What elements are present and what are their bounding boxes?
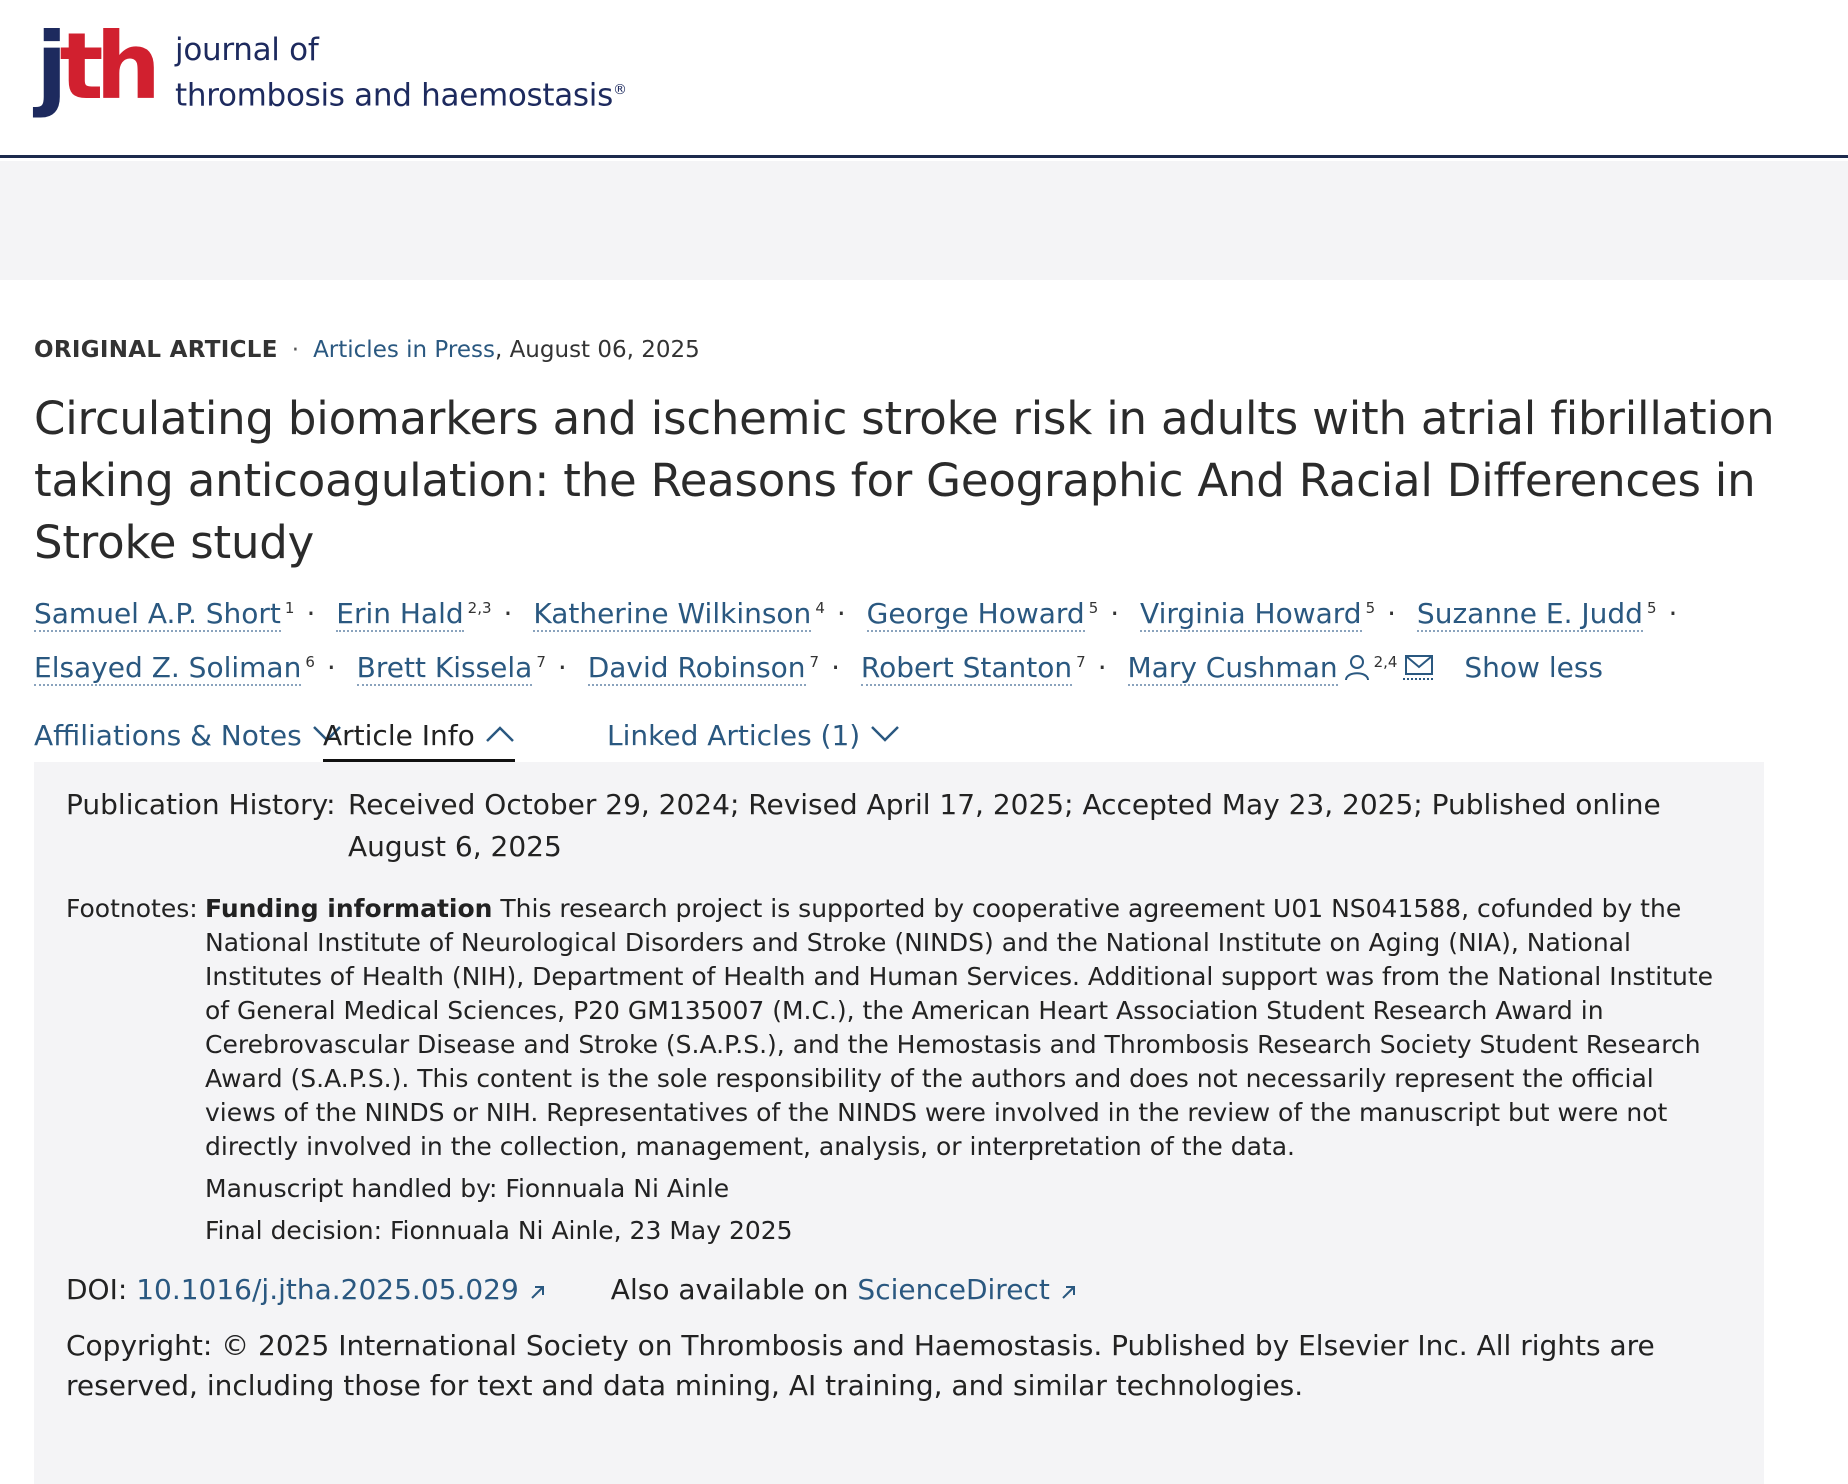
external-link-icon bbox=[529, 1270, 547, 1314]
logo-text bbox=[175, 30, 627, 115]
author-affiliation: 1 bbox=[284, 599, 295, 617]
tab-label: Affiliations & Notes bbox=[34, 719, 302, 752]
sciencedirect-link[interactable]: ScienceDirect bbox=[857, 1273, 1050, 1306]
author-item bbox=[1417, 597, 1690, 630]
publication-history-value: Received October 29, 2024; Revised April 17, 2025; Accepted May 23, 2025; Published online August 6, 2025 bbox=[348, 788, 1661, 863]
article-title: Circulating biomarkers and ischemic stroke risk in adults with atrial fibrillation taking anticoagulation: the Reasons for Geographic And Racial Differences in Stroke study bbox=[34, 392, 1775, 569]
doi-label: DOI: bbox=[66, 1273, 137, 1306]
tab-article-info[interactable] bbox=[323, 710, 515, 766]
author-separator: · bbox=[557, 651, 567, 684]
article-tabs bbox=[34, 710, 1764, 766]
footnotes-value bbox=[205, 892, 1725, 1248]
email-icon[interactable] bbox=[1403, 648, 1435, 696]
final-decision: Final decision: Fionnuala Ni Ainle, 23 May 2025 bbox=[205, 1216, 793, 1245]
doi-link[interactable]: 10.1016/j.jtha.2025.05.029 bbox=[136, 1273, 519, 1306]
author-affiliation: 4 bbox=[815, 599, 825, 617]
author-item bbox=[533, 597, 857, 630]
author-item bbox=[588, 651, 852, 684]
publication-history-label: Publication History: bbox=[66, 788, 336, 821]
author-name[interactable]: George Howard bbox=[866, 597, 1085, 630]
doi-line bbox=[66, 1268, 1732, 1314]
registered-mark: ® bbox=[612, 82, 627, 98]
author-affiliation: 6 bbox=[305, 653, 315, 671]
copyright-notice: Copyright: © 2025 International Society on Thrombosis and Haemostasis. Published by Elsevier Inc. All rights are reserved, including those for text and data mining, AI training, and similar technologies. bbox=[66, 1329, 1655, 1402]
author-item bbox=[357, 651, 579, 684]
author-name[interactable]: Suzanne E. Judd bbox=[1416, 597, 1643, 630]
author-separator: · bbox=[1110, 597, 1120, 630]
author-affiliation: 2,3 bbox=[467, 599, 492, 617]
tab-label: Article Info bbox=[323, 719, 475, 752]
author-item bbox=[867, 597, 1131, 630]
tab-affiliations-notes[interactable] bbox=[34, 710, 342, 766]
author-name[interactable]: Erin Hald bbox=[336, 597, 464, 630]
logo-mark-th: th bbox=[59, 13, 154, 120]
journal-logo[interactable] bbox=[36, 13, 627, 120]
author-separator: · bbox=[836, 597, 846, 630]
site-header bbox=[0, 0, 1848, 158]
footnotes bbox=[66, 892, 1732, 1248]
author-item bbox=[34, 651, 348, 684]
author-affiliation: 7 bbox=[1076, 653, 1086, 671]
funding-heading: Funding information bbox=[205, 894, 493, 923]
author-separator: · bbox=[306, 597, 316, 630]
author-item bbox=[861, 651, 1119, 684]
article-date: , August 06, 2025 bbox=[494, 337, 700, 363]
footnotes-label: Footnotes: bbox=[66, 894, 198, 923]
corresponding-author-person-icon bbox=[1344, 648, 1370, 696]
logo-mark-j: j bbox=[36, 13, 60, 120]
also-available-label: Also available on bbox=[610, 1273, 858, 1306]
author-name[interactable]: Samuel A.P. Short bbox=[34, 597, 281, 630]
author-name[interactable]: Virginia Howard bbox=[1140, 597, 1362, 630]
author-affiliation: 5 bbox=[1646, 599, 1657, 617]
show-less-button[interactable]: Show less bbox=[1464, 651, 1604, 684]
funding-information bbox=[205, 892, 1725, 1164]
author-item bbox=[1140, 597, 1408, 630]
author-item bbox=[34, 597, 327, 630]
author-name[interactable]: Katherine Wilkinson bbox=[533, 597, 812, 630]
author-affiliation: 5 bbox=[1088, 599, 1099, 617]
funding-text: This research project is supported by cooperative agreement U01 NS041588, cofunded by the National Institute of Neurological Disorders and Stroke (NINDS) and the National Institute on Aging (NIA), National Institutes of Health (NIH), Department of Health and Human Services. Additional support was from the National Institute of General Medical Sciences, P20 GM135007 (M.C.), the American Heart Association Student Research Award in Cerebrovascular Disease and Stroke (S.A.P.S.), and the Hemostasis and Thrombosis Research Society Student Research Award (S.A.P.S.). This content is the sole responsibility of the authors and does not necessarily represent the official views of the NINDS or NIH. Representatives of the NINDS were involved in the review of the manuscript but were not directly involved in the collection, management, analysis, or interpretation of the data. bbox=[205, 894, 1714, 1161]
author-affiliation: 7 bbox=[809, 653, 820, 671]
article-info-panel bbox=[34, 762, 1764, 1484]
meta-separator: · bbox=[291, 337, 300, 363]
article-type: ORIGINAL ARTICLE bbox=[34, 337, 278, 363]
articles-in-press-link[interactable]: Articles in Press bbox=[313, 337, 495, 363]
author-name[interactable]: David Robinson bbox=[587, 651, 806, 684]
logo-mark bbox=[36, 13, 154, 120]
author-name[interactable]: Elsayed Z. Soliman bbox=[34, 651, 302, 684]
author-separator: · bbox=[1097, 651, 1107, 684]
author-separator: · bbox=[503, 597, 513, 630]
author-name[interactable]: Robert Stanton bbox=[860, 651, 1073, 684]
chevron-down-icon bbox=[870, 710, 900, 758]
tab-label: Linked Articles (1) bbox=[607, 719, 861, 752]
author-name[interactable]: Mary Cushman bbox=[1127, 651, 1338, 684]
external-link-icon bbox=[1060, 1270, 1078, 1314]
author-affiliation: 5 bbox=[1365, 599, 1376, 617]
manuscript-handled-by: Manuscript handled by: Fionnuala Ni Ainle bbox=[205, 1174, 730, 1203]
author-affiliation: 7 bbox=[536, 653, 546, 671]
author-list bbox=[34, 584, 1754, 696]
author-affiliation: 2,4 bbox=[1373, 653, 1398, 671]
author-item bbox=[1128, 651, 1436, 684]
logo-line-2 bbox=[175, 70, 627, 115]
author-separator: · bbox=[326, 651, 336, 684]
logo-line-2-text: thrombosis and haemostasis bbox=[175, 77, 613, 114]
logo-line-1: journal of bbox=[175, 32, 319, 68]
author-separator: · bbox=[1668, 597, 1678, 630]
article-header bbox=[34, 330, 1814, 766]
author-separator: · bbox=[1387, 597, 1397, 630]
tab-linked-articles[interactable] bbox=[607, 710, 900, 766]
article-meta bbox=[34, 330, 1814, 370]
publication-history bbox=[66, 784, 1732, 868]
author-separator: · bbox=[831, 651, 840, 684]
author-item bbox=[336, 597, 524, 630]
chevron-up-icon bbox=[485, 710, 515, 758]
author-name[interactable]: Brett Kissela bbox=[356, 651, 533, 684]
ad-banner-area bbox=[0, 161, 1848, 280]
